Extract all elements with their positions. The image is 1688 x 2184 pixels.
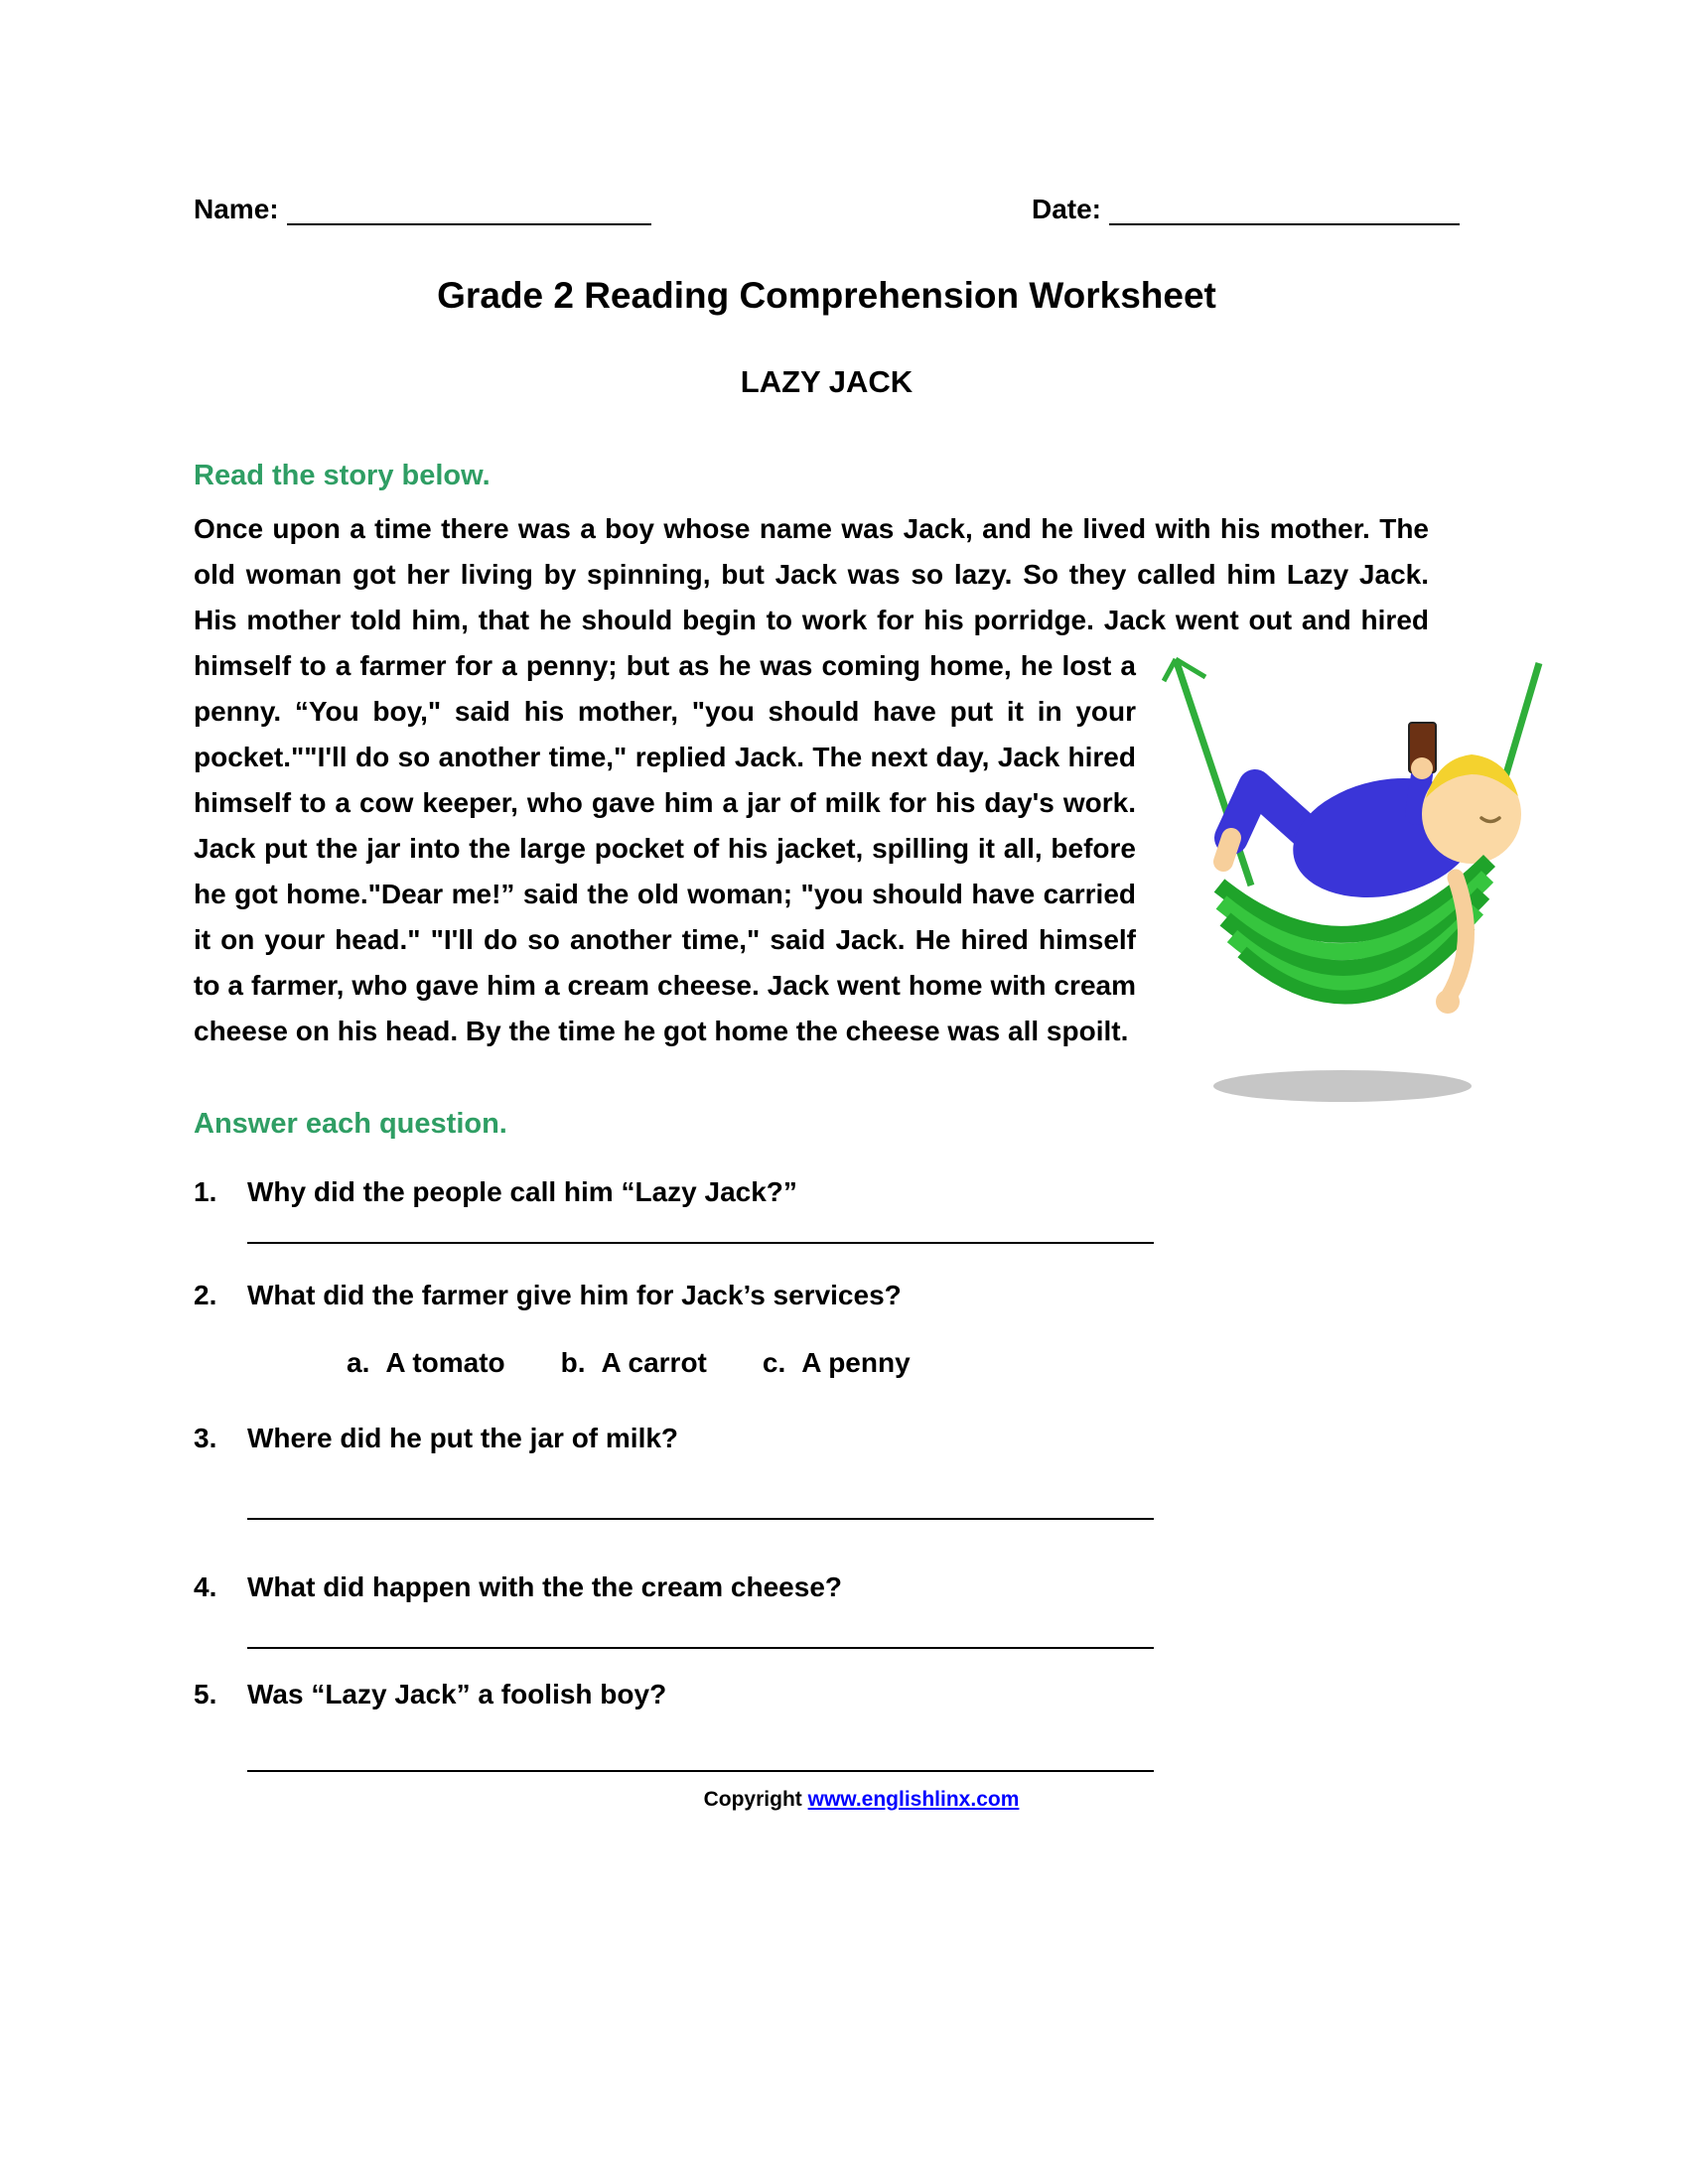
answer-line-3: [247, 1518, 1154, 1520]
option-a: [347, 1347, 505, 1379]
footer: [194, 1788, 1460, 1812]
question-text: Why did the people call him “Lazy Jack?”: [247, 1176, 797, 1207]
lazy-jack-illustration: [1162, 647, 1546, 1114]
option-c: [763, 1347, 911, 1379]
question-3: [194, 1423, 1429, 1454]
question-number: 5.: [194, 1679, 217, 1709]
question-2-options: [347, 1347, 1460, 1379]
story-text-part1: Once upon a time there was a boy whose name was Jack, and he lived with his mother. The old woman got her living by spinning, but Jack was so lazy. So they called him Lazy Jack. His mother told him, that he should begin to work for his porridge. Jack went out and hired himself to a farmer for a: [194, 513, 1429, 681]
questions-heading: Answer each question.: [194, 1108, 507, 1140]
question-number: 4.: [194, 1571, 217, 1602]
option-b: [561, 1347, 707, 1379]
date-label: Date:: [1031, 194, 1101, 224]
question-4: [194, 1571, 1429, 1603]
option-letter: a.: [347, 1347, 370, 1378]
question-1: [194, 1176, 1429, 1208]
question-text: What did happen with the the cream cheese?: [247, 1571, 842, 1602]
page-title: Grade 2 Reading Comprehension Worksheet: [437, 275, 1216, 316]
question-number: 2.: [194, 1280, 217, 1310]
option-label: A penny: [801, 1347, 911, 1378]
option-letter: b.: [560, 1347, 586, 1378]
name-label: Name:: [194, 194, 279, 224]
copyright-label: Copyright: [703, 1788, 802, 1811]
option-label: A tomato: [385, 1347, 505, 1378]
date-field: [1032, 194, 1460, 225]
question-text: Where did he put the jar of milk?: [247, 1423, 679, 1453]
hammock-boy-image: [1162, 647, 1546, 1114]
option-letter: c.: [762, 1347, 786, 1378]
answer-line-4: [247, 1647, 1154, 1649]
question-2: [194, 1280, 1429, 1311]
story-section: [194, 506, 1429, 1054]
header-row: [194, 194, 1460, 225]
question-text: What did the farmer give him for Jack’s services?: [247, 1280, 902, 1310]
copyright-link[interactable]: www.englishlinx.com: [807, 1788, 1020, 1811]
answer-line-1: [247, 1242, 1154, 1244]
option-label: A carrot: [601, 1347, 707, 1378]
answer-line-5: [247, 1770, 1154, 1772]
page-subtitle: LAZY JACK: [740, 364, 914, 399]
date-line: [1109, 197, 1460, 225]
question-number: 1.: [194, 1176, 217, 1207]
question-number: 3.: [194, 1423, 217, 1453]
name-field: [194, 194, 651, 225]
story-text-part2: penny; but as he was coming home, he lost a penny. “You boy," said his mother, "you should have put it in your pocket.""I'll do so another time," replied Jack. The next day, Jack hired himself to a cow keeper, who gave him a jar of milk for his day's work. Jack put the jar into the large pocket of his jacket, spilling it all, before he got home."Dear me!” said the old woman; "you should have carried it on your head." "I'll do so another time," said Jack. He hired himself to a farmer, who gave him a cream cheese. Jack went home with cream cheese on his head. By the time he got home the cheese was all spoilt.: [194, 650, 1136, 1046]
story-heading: Read the story below.: [194, 460, 491, 491]
question-text: Was “Lazy Jack” a foolish boy?: [247, 1679, 667, 1709]
name-line: [287, 197, 651, 225]
question-5: [194, 1679, 1429, 1710]
